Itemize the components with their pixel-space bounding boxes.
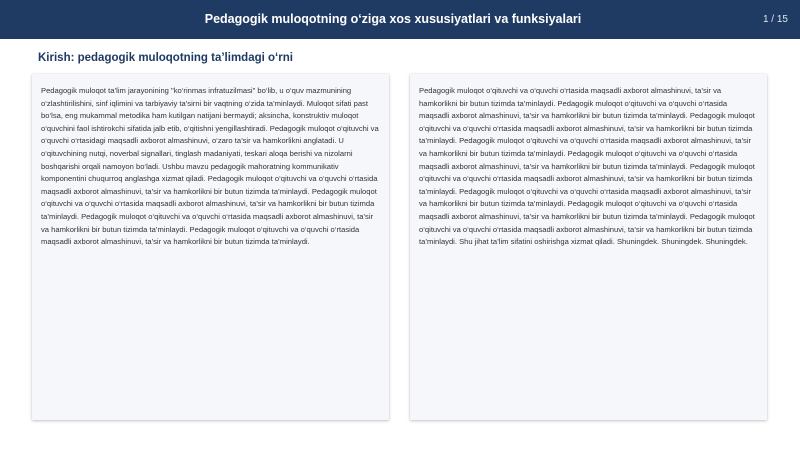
slide-title: Pedagogik muloqotning o‘ziga xos xususiyatlari va funksiyalari xyxy=(204,12,582,26)
slide-header xyxy=(0,0,800,39)
panel-body-text: Pedagogik muloqot ta’lim jarayonining "ko‘rinmas infratuzilmasi" bo‘lib, u o‘quv mazmunining o‘zlashtirilishini, sinf iqlimini va tarbiyaviy ta’sirni bir vaqtning o‘zida ta’minlaydi. Muloqot sifati past bo‘lsa, eng mukammal metodika ham kutilgan natijani bermaydi; aksincha, konstruktiv muloqot o‘quvchini faol ishtirokchi sifatida jalb etib, o‘qitishni yengillashtiradi. Pedagogik muloqot o‘qituvchi va o‘quvchi o‘rtasidagi maqsadli axborot almashinuvi, o‘zaro ta’sir va hamkorlikni anglatadi. U o‘qituvchining nutqi, noverbal signallari, tinglash madaniyati, teskari aloqa berishi va nizolarni boshqarishi orqali namoyon bo‘ladi. Ushbu mavzu pedagogik mahoratning kommunikativ komponentini chuqurroq anglashga xizmat qiladi. Pedagogik muloqot o‘qituvchi va o‘quvchi o‘rtasida maqsadli axborot almashinuvi, ta’sir va hamkorlikni bir butun tizimda ta’minlaydi. Pedagogik muloqot o‘qituvchi va o‘quvchi o‘rtasida maqsadli axborot almashinuvi, ta’sir va hamkorlikni bir butun tizimda ta’minlaydi. Pedagogik muloqot o‘qituvchi va o‘quvchi o‘rtasida maqsadli axborot almashinuvi, ta’sir va hamkorlikni bir butun tizimda ta’minlaydi. Pedagogik muloqot o‘qituvchi va o‘quvchi o‘rtasida maqsadli axborot almashinuvi, ta’sir va hamkorlikni bir butun tizimda ta’minlaydi. xyxy=(41,86,379,247)
panel-body-text: Pedagogik muloqot o‘qituvchi va o‘quvchi o‘rtasida maqsadli axborot almashinuvi, ta’sir va hamkorlikni bir butun tizimda ta’minlaydi. Pedagogik muloqot o‘qituvchi va o‘quvchi o‘rtasida maqsadli axborot almashinuvi, ta’sir va hamkorlikni bir butun tizimda ta’minlaydi. Pedagogik muloqot o‘qituvchi va o‘quvchi o‘rtasida maqsadli axborot almashinuvi, ta’sir va hamkorlikni bir butun tizimda ta’minlaydi. Pedagogik muloqot o‘qituvchi va o‘quvchi o‘rtasida maqsadli axborot almashinuvi, ta’sir va hamkorlikni bir butun tizimda ta’minlaydi. Pedagogik muloqot o‘qituvchi va o‘quvchi o‘rtasida maqsadli axborot almashinuvi, ta’sir va hamkorlikni bir butun tizimda ta’minlaydi. Pedagogik muloqot o‘qituvchi va o‘quvchi o‘rtasida maqsadli axborot almashinuvi, ta’sir va hamkorlikni bir butun tizimda ta’minlaydi. Pedagogik muloqot o‘qituvchi va o‘quvchi o‘rtasida maqsadli axborot almashinuvi, ta’sir va hamkorlikni bir butun tizimda ta’minlaydi. Pedagogik muloqot o‘qituvchi va o‘quvchi o‘rtasida maqsadli axborot almashinuvi, ta’sir va hamkorlikni bir butun tizimda ta’minlaydi. Pedagogik muloqot o‘qituvchi va o‘quvchi o‘rtasida maqsadli axborot almashinuvi, ta’sir va hamkorlikni bir butun tizimda ta’minlaydi. Shu jihat ta’lim sifatini oshirishga xizmat qiladi. Shuningdek. Shuningdek. Shuningdek. xyxy=(419,86,755,247)
text-panel-left xyxy=(32,74,389,420)
section-heading: Kirish: pedagogik muloqotning ta’limdagi o‘rni xyxy=(38,52,293,64)
page-indicator: 1 / 15 xyxy=(762,14,788,25)
text-panel-right xyxy=(410,74,767,420)
